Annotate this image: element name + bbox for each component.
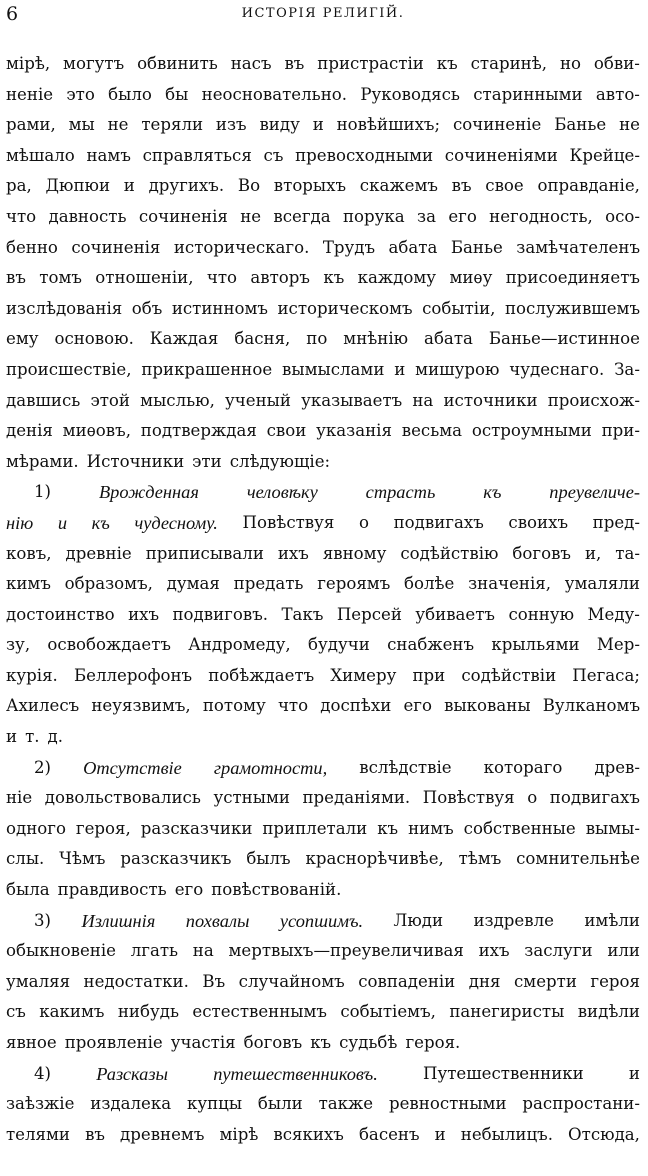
text-line: рами, мы не теряли изъ виду и новѣйшихъ; сочиненіе Банье не xyxy=(6,115,640,135)
text-line: что давность сочиненія не всегда порука за его негодность, осо- xyxy=(6,206,640,226)
page-header xyxy=(6,0,640,30)
text-line: и т. д. xyxy=(6,727,64,747)
running-title: ИСТОРІЯ РЕЛИГІЙ. xyxy=(241,6,405,21)
text-line: ніе довольствовались устными преданіями. Повѣствуя о подвигахъ xyxy=(6,788,640,808)
text-line: мѣшало намъ справляться съ превосходными сочиненіями Крейце- xyxy=(6,145,640,165)
text-line: 1) Врожденная человѣку страсть къ преувеличе- xyxy=(34,482,640,503)
text-line: одного героя, разсказчики приплетали къ нимъ собственные вымы- xyxy=(6,818,640,838)
text-line: умаляя недостатки. Въ случайномъ совпаденіи дня смерти героя xyxy=(6,971,640,991)
text-line: была правдивость его повѣствованій. xyxy=(6,880,342,900)
text-line: съ какимъ нибудь естественнымъ событіемъ, панегиристы видѣли xyxy=(6,1002,640,1022)
text-line: денія миѳовъ, подтверждая свои указанія весьма остроумными при- xyxy=(6,421,640,441)
text-line: неніе это было бы неосновательно. Руководясь старинными авто- xyxy=(6,84,640,104)
text-line: давшись этой мыслью, ученый указываетъ на источники происхож- xyxy=(6,390,640,410)
text-line: слы. Чѣмъ разсказчикъ былъ краснорѣчивѣе, тѣмъ сомнительнѣе xyxy=(6,849,640,869)
text-line: 4) Разсказы путешественниковъ. Путешественники и xyxy=(34,1063,640,1084)
text-line: бенно сочиненія историческаго. Трудъ абата Банье замѣчателенъ xyxy=(6,237,640,257)
text-line: 3) Излишнія похвалы усопшимъ. Люди издревле имѣли xyxy=(34,910,640,931)
text-line: происшествіе, прикрашенное вымыслами и мишурою чудеснаго. За- xyxy=(6,359,640,379)
text-line: кимъ образомъ, думая предать героямъ болѣе значенія, умаляли xyxy=(6,574,640,594)
text-line: курія. Беллерофонъ побѣждаетъ Химеру при содѣйствіи Пегаса; xyxy=(6,665,640,685)
text-line: зу, освобождаетъ Андромеду, будучи снабженъ крыльями Мер- xyxy=(6,635,640,655)
page-number: 6 xyxy=(6,3,19,25)
text-line: явное проявленіе участія боговъ къ судьбѣ героя. xyxy=(6,1033,461,1052)
body-text xyxy=(6,51,640,1152)
text-line: нію и къ чудесному. Повѣствуя о подвигахъ своихъ пред- xyxy=(6,512,640,533)
text-line: мѣрами. Источники эти слѣдующіе: xyxy=(6,451,331,471)
text-line: Ахилесъ неуязвимъ, потому что доспѣхи его выкованы Вулканомъ xyxy=(6,696,640,716)
text-line: ра, Дюпюи и другихъ. Во вторыхъ скажемъ въ свое оправданіе, xyxy=(6,176,640,196)
text-line: мірѣ, могутъ обвинить насъ въ пристрастіи къ старинѣ, но обви- xyxy=(6,54,640,73)
text-line: ковъ, древніе приписывали ихъ явному содѣйствію боговъ и, та- xyxy=(6,543,640,563)
text-line: 2) Отсутствіе грамотности, вслѣдствіе котораго древ- xyxy=(34,757,640,778)
text-line: обыкновеніе лгать на мертвыхъ—преувеличивая ихъ заслуги или xyxy=(6,941,640,961)
text-line: изслѣдованія объ истинномъ историческомъ событіи, послужившемъ xyxy=(6,298,640,318)
text-line: ему основою. Каждая басня, по мнѣнію абата Банье—истинное xyxy=(6,329,640,349)
text-line: въ томъ отношеніи, что авторъ къ каждому миѳу присоединяетъ xyxy=(6,268,640,288)
text-line: телями въ древнемъ мірѣ всякихъ басенъ и небылицъ. Отсюда, xyxy=(6,1124,640,1144)
text-line: заѣзжіе издалека купцы были также ревностными распростани- xyxy=(6,1094,640,1114)
text-line: достоинство ихъ подвиговъ. Такъ Персей убиваетъ сонную Меду- xyxy=(6,604,640,624)
